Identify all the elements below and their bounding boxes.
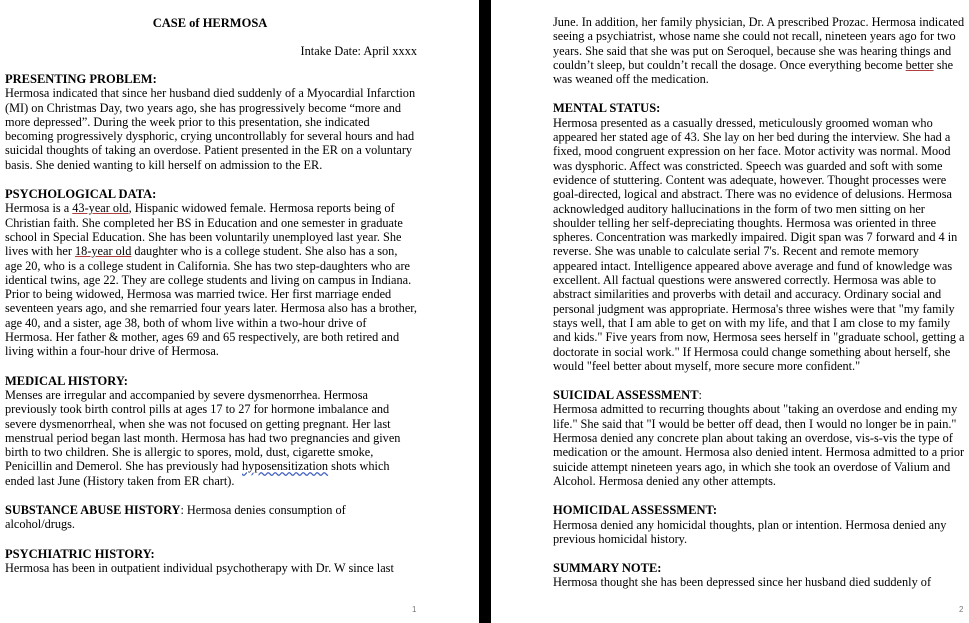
continuation-text (553, 15, 965, 86)
document-title: CASE of HERMOSA (152, 16, 268, 30)
text-run: daughter who is a college student. She also has a son, age 20, who is a college student in California. She has two step-daughters who are identical twins, age 22. They are college students and living on campus in Indiana. Prior to being widowed, Hermosa was married twice. Her first marriage ended seventeen years ago, and she remarried four years later. Hermosa also has a brother, age 40, and a sister, age 38, both of whom live within a two-hour drive of Hermosa. Her father & mother, ages 69 and 65 respectively, are both retired and living within a four-hour drive of Hermosa. (5, 244, 417, 359)
mental-status-heading: MENTAL STATUS: (553, 101, 661, 116)
heading-suffix: : (698, 388, 703, 403)
heading-text: SUICIDAL ASSESSMENT (553, 388, 699, 403)
medical-history-text (5, 388, 417, 488)
spellcheck-underline: 43-year old (72, 201, 129, 216)
psychological-data-heading: PSYCHOLOGICAL DATA: (5, 187, 157, 202)
text-run: Menses are irregular and accompanied by severe dysmenorrhea. Hermosa previously took birth control pills at ages 17 to 27 for hormone imbalance and severe dysmenorrheal, when she was not focused on getting pregnant. Her last menstrual period began last month. Hermosa has had two pregnancies and given birth to two children. She is allergic to spores, mold, dust, cigarette smoke, Penicillin and Demerol. She has previously had (5, 387, 401, 474)
suicidal-assessment-section (553, 388, 965, 488)
psychological-data-text (5, 201, 417, 358)
text-run: shots which ended last June (History taken from ER chart). (5, 459, 390, 488)
psychiatric-history-heading: PSYCHIATRIC HISTORY: (5, 546, 155, 561)
psychiatric-history-section (5, 547, 417, 576)
psychiatric-history-continuation (553, 15, 965, 86)
document-page-2 (491, 0, 969, 623)
presenting-problem-section (5, 72, 417, 172)
medical-history-heading: MEDICAL HISTORY: (5, 373, 128, 388)
homicidal-assessment-heading: HOMICIDAL ASSESSMENT: (553, 503, 718, 518)
page-divider (479, 0, 491, 623)
text-run: she was weaned off the medication. (553, 57, 954, 87)
summary-note-text: Hermosa thought she has been depressed since her husband died suddenly of (553, 575, 932, 590)
substance-abuse-section (5, 503, 417, 532)
text-run: : Hermosa denies consumption of alcohol/drugs. (5, 503, 346, 532)
summary-note-heading: SUMMARY NOTE: (553, 561, 662, 576)
summary-note-section (553, 561, 965, 590)
psychiatric-history-text: Hermosa has been in outpatient individual psychotherapy with Dr. W since last (5, 560, 394, 575)
document-page-1 (0, 0, 479, 623)
spellcheck-underline: better (905, 57, 934, 72)
text-run: June. In addition, her family physician, Dr. A prescribed Prozac. Hermosa indicated seeing a psychiatrist, whose name she could not recall, nineteen years ago for two years. She said that she was put on Seroquel, because she was hearing things and couldn’t sleep, but couldn’t recall the dosage. Once everything become (553, 15, 965, 72)
homicidal-assessment-text: Hermosa denied any homicidal thoughts, plan or intention. Hermosa denied any previous homicidal history. (553, 517, 947, 546)
text-run: Hermosa is a (5, 201, 73, 216)
page-number: 1 (412, 605, 417, 614)
grammar-underline: hyposensitization (242, 459, 329, 474)
suicidal-assessment-text: Hermosa admitted to recurring thoughts about "taking an overdose and ending my life." She said that "I would be better off dead, then I would no longer be in pain." Hermosa denied any concrete plan about taking an overdose, vis-s-vis the type of medication or the amount. Hermosa also denied intent. Hermosa admitted to a prior suicide attempt nineteen years ago, in which she took an overdose of Valium and Alcohol. Hermosa denied any other attempts. (553, 402, 965, 488)
presenting-problem-text: Hermosa indicated that since her husband died suddenly of a Myocardial Infarction (MI) on Christmas Day, two years ago, she has progressively become “more and more depressed”. During the week prior to this presentation, she indicated becoming progressively dysphoric, crying uncontrollably for several hours and had suicidal thoughts of taking an overdose. Patient presented in the ER on a voluntary basis. She denied wanting to kill herself on admission to the ER. (5, 86, 416, 172)
presenting-problem-heading: PRESENTING PROBLEM: (5, 72, 157, 86)
intake-date: Intake Date: April xxxx (300, 44, 417, 58)
medical-history-section (5, 374, 417, 488)
suicidal-assessment-heading (553, 388, 965, 402)
page-number: 2 (959, 605, 964, 614)
text-run: , Hispanic widowed female. Hermosa reports being of Christian faith. She completed her BS in Education and one semester in graduate school in Special Education. She has been voluntarily unemployed last year. She lives with her (5, 201, 403, 259)
substance-abuse-heading: SUBSTANCE ABUSE HISTORY (5, 503, 181, 518)
mental-status-text: Hermosa presented as a casually dressed, meticulously groomed woman who appeared her stated age of 43. She lay on her bed during the interview. She had a fixed, mood congruent expression on her face. Motor activity was normal. Mood was dysphoric. Affect was constricted. Speech was guarded and soft with some evidence of stuttering. Content was adequate, however. Thought processes were goal-directed, logical and abstract. There was no evidence of delusions. Hermosa acknowledged auditory hallucinations in the form of two men sitting on her shoulder telling her self-depreciating thoughts. Hermosa was oriented in three spheres. Concentration was markedly impaired. Digit span was 7 forward and 4 in reverse. She was unable to calculate serial 7's. Recent and remote memory appeared intact. Intelligence appeared above average and fund of knowledge was excellent. All factual questions were answered correctly. Hermosa was able to abstract similarities and proverbs with detail and accuracy. Ordinary social and personal judgment was appropriate. Hermosa's three wishes were that "my family stays well, that I am able to get on with my life, and that I am close to my family and kids." Five years from now, Hermosa sees herself in "graduate school, getting a doctorate in social work." If Hermosa could change something about herself, she would "feel better about myself, more secure more confident." (553, 115, 965, 373)
psychological-data-section (5, 187, 417, 359)
spellcheck-underline: 18-year old (75, 244, 132, 259)
substance-abuse-text (5, 503, 417, 532)
homicidal-assessment-section (553, 503, 965, 546)
mental-status-section (553, 101, 965, 373)
